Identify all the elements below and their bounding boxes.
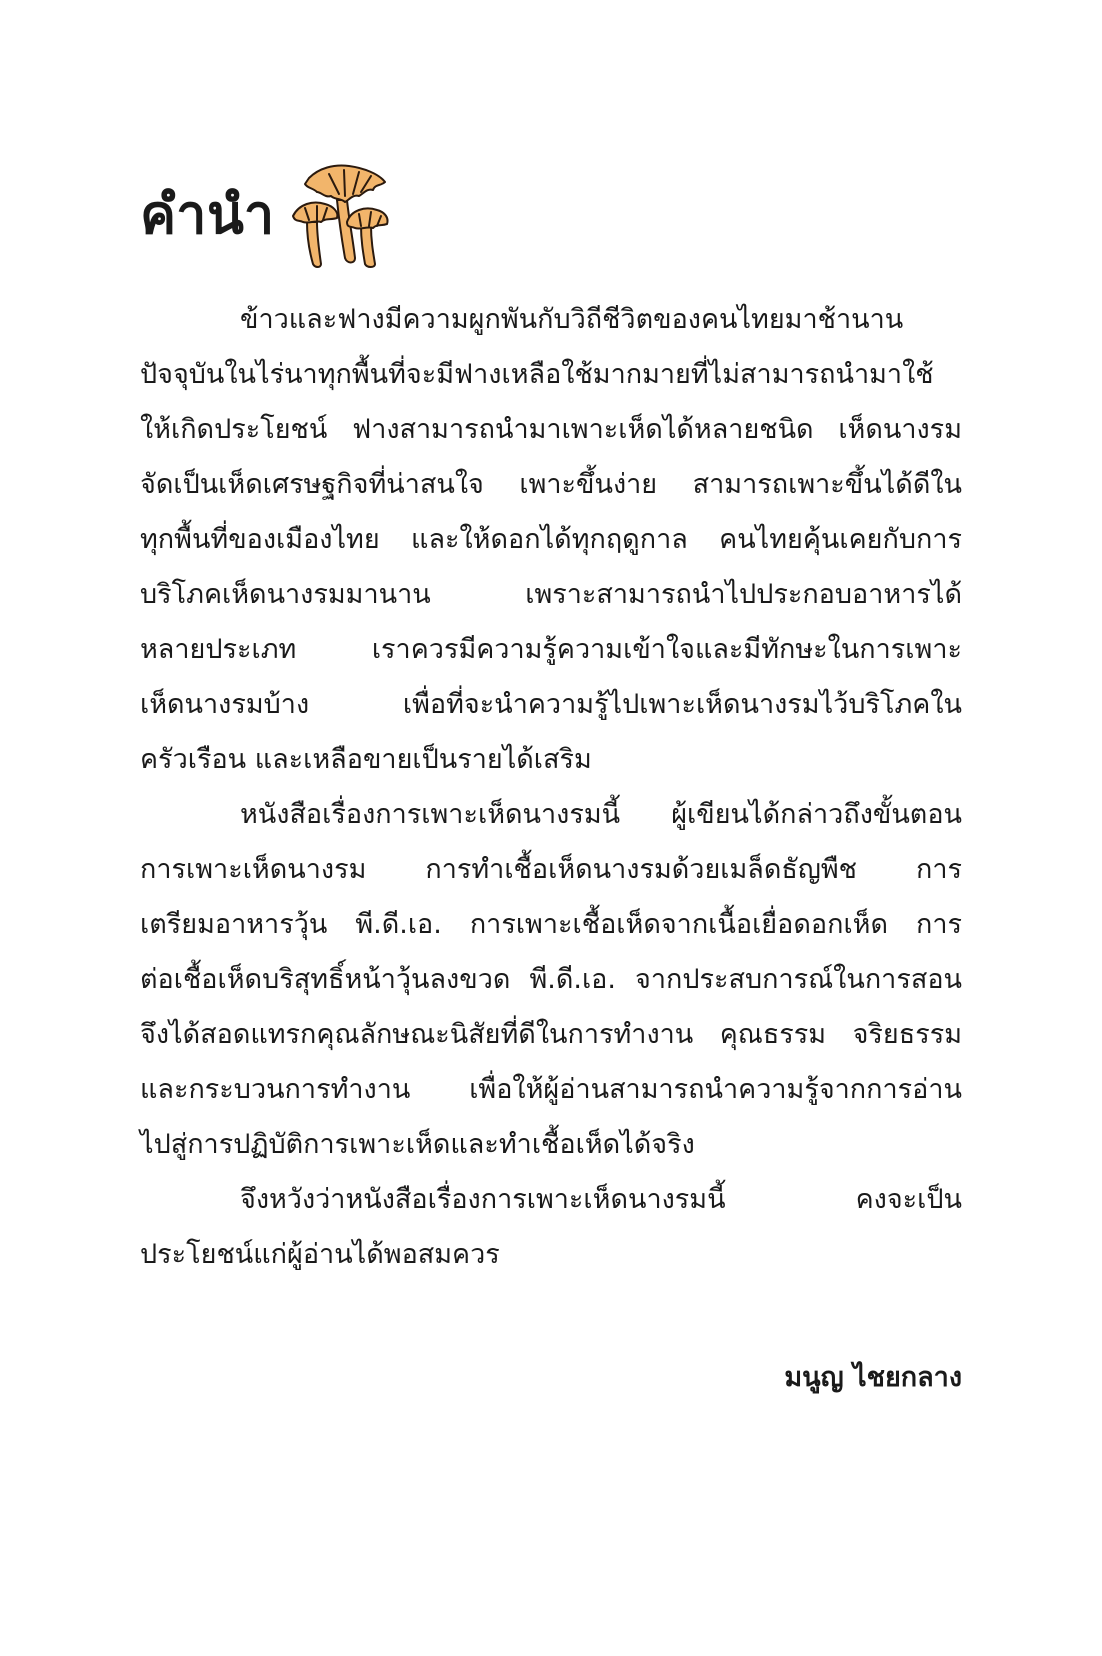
paragraph-2-line-1: หนังสือเรื่องการเพาะเห็ดนางรมนี้ ผู้เขียนได้กล่าวถึงขั้นตอน [240, 799, 962, 830]
mushroom-icon [289, 160, 389, 270]
paragraph-2-line-6: และกระบวนการทำงาน เพื่อให้ผู้อ่านสามารถนำความรู้จากการอ่าน [140, 1074, 962, 1105]
paragraph-2-line-3: เตรียมอาหารวุ้น พี.ดี.เอ. การเพาะเชื้อเห็ดจากเนื้อเยื่อดอกเห็ด การ [140, 909, 962, 940]
preface-body [140, 292, 962, 1282]
paragraph-1-line-8: เห็ดนางรมบ้าง เพื่อที่จะนำความรู้ไปเพาะเห็ดนางรมไว้บริโภคใน [140, 689, 962, 720]
paragraph-3-line-2: ประโยชน์แก่ผู้อ่านได้พอสมควร [140, 1239, 500, 1270]
paragraph-1-line-1: ข้าวและฟางมีความผูกพันกับวิถีชีวิตของคนไทยมาช้านาน [240, 304, 904, 335]
paragraph-1-line-6: บริโภคเห็ดนางรมมานาน เพราะสามารถนำไปประกอบอาหารได้ [140, 579, 962, 610]
paragraph-2-line-5: จึงได้สอดแทรกคุณลักษณะนิสัยที่ดีในการทำงาน คุณธรรม จริยธรรม [140, 1019, 962, 1050]
paragraph-1-line-2: ปัจจุบันในไร่นาทุกพื้นที่จะมีฟางเหลือใช้มากมายที่ไม่สามารถนำมาใช้ [140, 359, 934, 390]
paragraph-1-line-9: ครัวเรือน และเหลือขายเป็นรายได้เสริม [140, 744, 592, 775]
paragraph-1-line-5: ทุกพื้นที่ของเมืองไทย และให้ดอกได้ทุกฤดูกาล คนไทยคุ้นเคยกับการ [140, 524, 962, 555]
paragraph-2-line-7: ไปสู่การปฏิบัติการเพาะเห็ดและทำเชื้อเห็ดได้จริง [140, 1129, 695, 1160]
author-signature: มนูญ ไชยกลาง [784, 1362, 962, 1393]
paragraph-1-line-3: ให้เกิดประโยชน์ ฟางสามารถนำมาเพาะเห็ดได้หลายชนิด เห็ดนางรม [140, 414, 962, 445]
paragraph-1-line-4: จัดเป็นเห็ดเศรษฐกิจที่น่าสนใจ เพาะขึ้นง่าย สามารถเพาะขึ้นได้ดีใน [140, 469, 962, 500]
paragraph-1-line-7: หลายประเภท เราควรมีความรู้ความเข้าใจและมีทักษะในการเพาะ [140, 634, 962, 665]
paragraph-2-line-2: การเพาะเห็ดนางรม การทำเชื้อเห็ดนางรมด้วยเมล็ดธัญพืช การ [140, 854, 962, 885]
preface-heading [140, 160, 389, 270]
page-title: คำนำ [140, 183, 275, 246]
paragraph-2-line-4: ต่อเชื้อเห็ดบริสุทธิ์หน้าวุ้นลงขวด พี.ดี.เอ. จากประสบการณ์ในการสอน [140, 964, 962, 995]
paragraph-3-line-1: จึงหวังว่าหนังสือเรื่องการเพาะเห็ดนางรมนี้ คงจะเป็น [240, 1184, 962, 1215]
